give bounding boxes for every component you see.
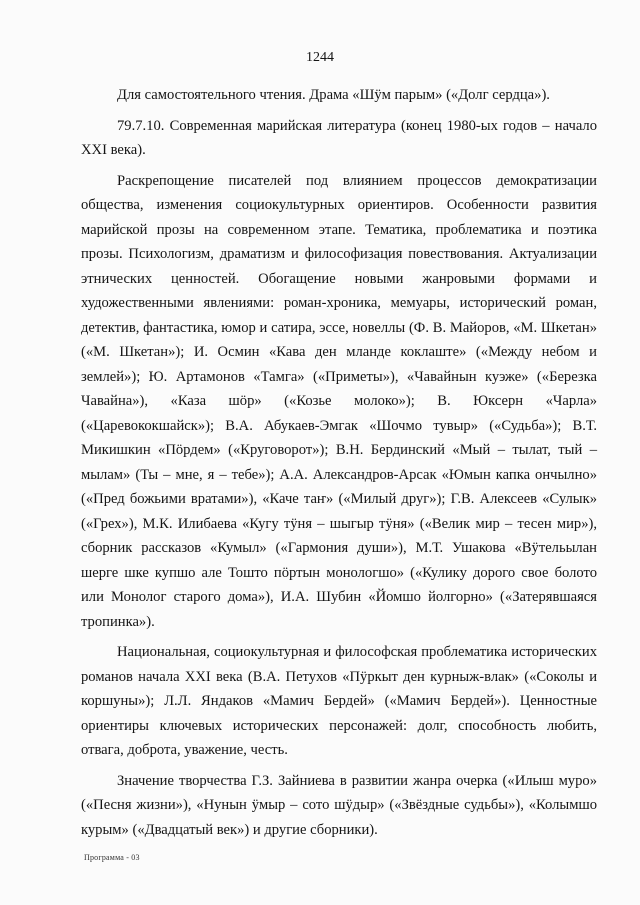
- paragraph-section-heading: 79.7.10. Современная марийская литература (конец 1980-ых годов – начало XXI века).: [81, 117, 597, 158]
- paragraph-historical-novels: Национальная, социокультурная и философская проблематика исторических романов начала XXI века (В.А. Петухов «Пӱркыт ден курныж-влак» («Соколы и коршуны»); Л.Л. Яндаков «Мамич Бердей» («Мамич Бердей»). Ценностные ориентиры ключевых исторических персонажей: долг, способность любить, отвага, доброта, уважение, честь.: [81, 644, 597, 758]
- body-text: [81, 83, 597, 842]
- footer-note: Программа - 03: [84, 853, 140, 862]
- page-number: 1244: [306, 50, 334, 65]
- paragraph-reading: Для самостоятельного чтения. Драма «Шӱм парым» («Долг сердца»).: [117, 87, 550, 103]
- paragraph-essay-genre: Значение творчества Г.З. Зайниева в развитии жанра очерка («Илыш муро» («Песня жизни»), «Нунын ӱмыр – сото шӱдыр» («Звёздные судьбы»), «Колымшо курым» («Двадцатый век») и другие сборники).: [81, 772, 597, 838]
- paragraph-prose-development: Раскрепощение писателей под влиянием процессов демократизации общества, изменения социокультурных ориентиров. Особенности развития марийской прозы на современном этапе. Тематика, проблематика и поэтика прозы. Психологизм, драматизм и философизация повествования. Актуализации этнических ценностей. Обогащение новыми жанровыми формами и художественными явлениями: роман-хроника, мемуары, исторический роман, детектив, фантастика, юмор и сатира, эссе, новеллы (Ф. В. Майоров, «М. Шкетан» («М. Шкетан»); И. Осмин «Кава ден мланде коклаште» («Между небом и землей»); Ю. Артамонов «Тамга» («Приметы»), «Чавайнын куэже» («Березка Чавайна»), «Каза шöр» («Козье молоко»); В. Юксерн «Чарла» («Царевококшайск»); В.А. Абукаев-Эмгак «Шочмо тувыр» («Судьба»); В.Т. Микишкин «Пöрдем» («Круговорот»); В.Н. Бердинский «Мый – тылат, тый – мылам» (Ты – мне, я – тебе»); А.А. Александров-Арсак «Юмын капка ончылно» («Пред божьими вратами»), «Каче таҥ» («Милый друг»); Г.В. Алексеев «Сулык» («Грех»), М.К. Илибаева «Кугу тӱня – шыгыр тӱня» («Велик мир – тесен мир»), сборник рассказов «Кумыл» («Гармония души»), М.Т. Ушакова «Вӱтельылан шерге шке купшо але Тошто пöртын монологшо» («Кулику дорого свое болото или Монолог старого дома»), И.А. Шубин «Йомшо йолгорно» («Затерявшаяся тропинка»).: [81, 172, 597, 630]
